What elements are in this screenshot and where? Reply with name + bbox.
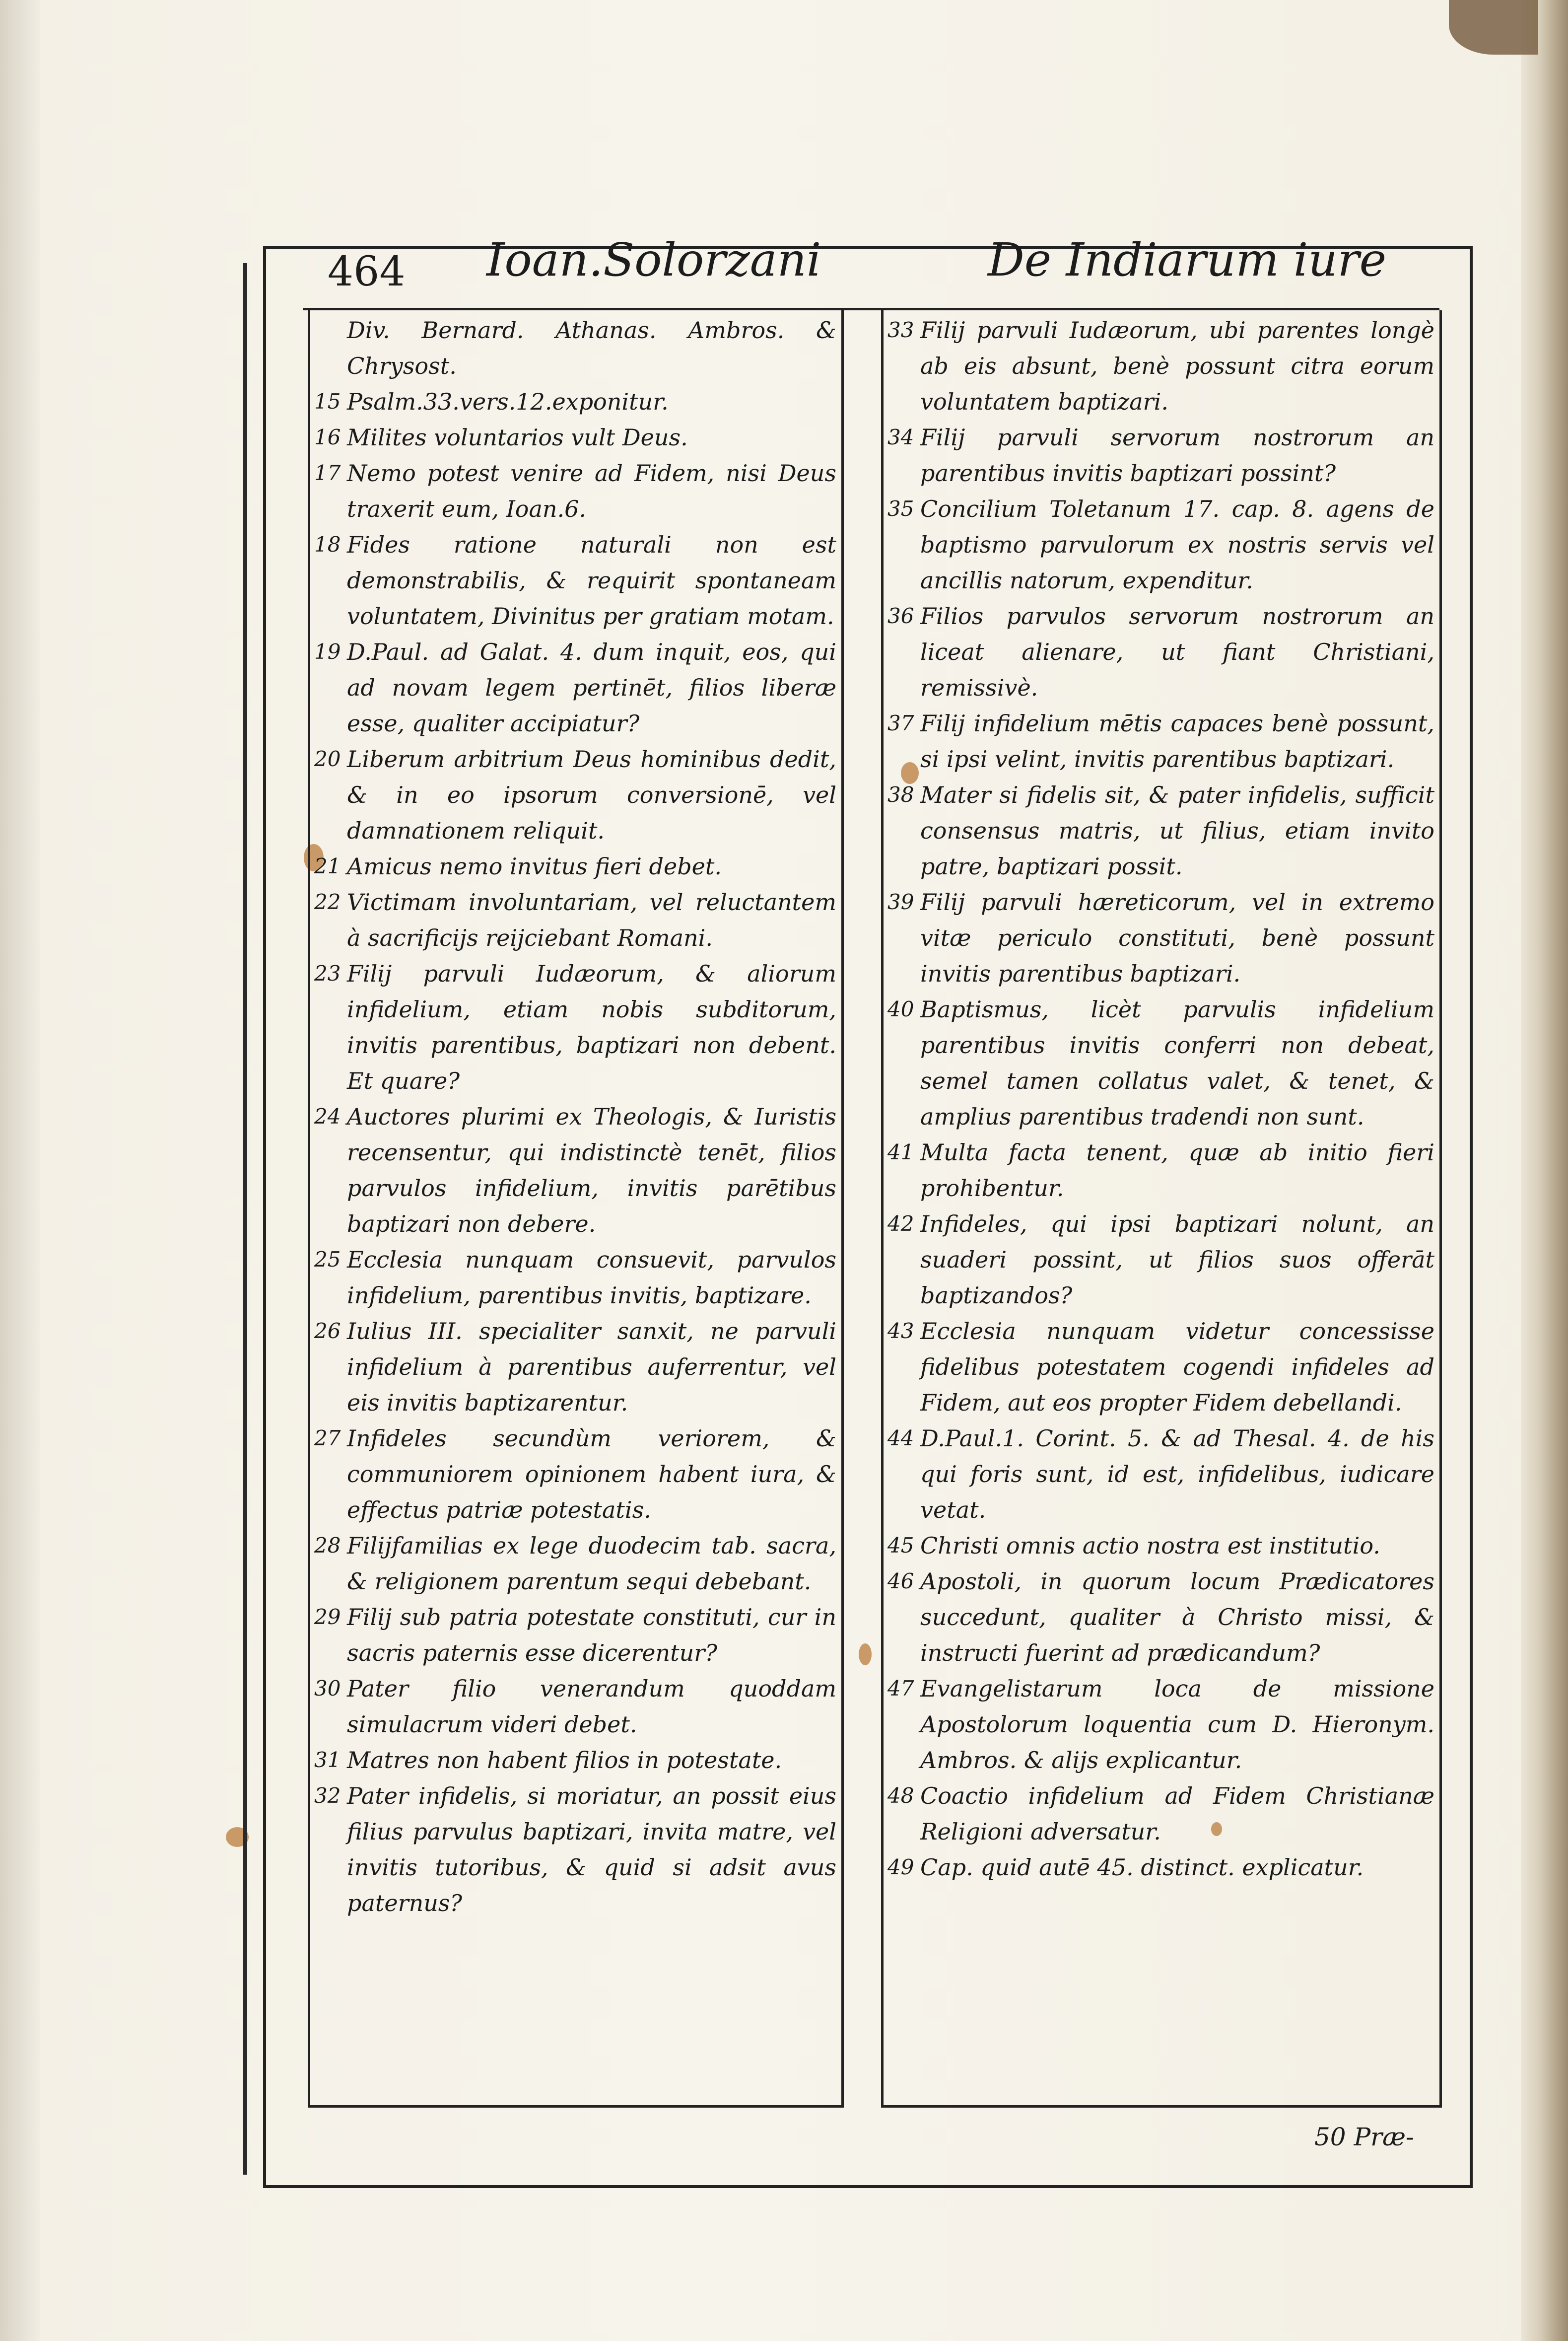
summary-entry <box>310 956 841 1099</box>
entry-text: Filij infidelium mētis capaces benè possunt, si ipsi velint, invitis parentibus baptizari. <box>920 710 1434 773</box>
summary-entry <box>884 598 1439 706</box>
right-column <box>881 310 1442 2108</box>
summary-entry <box>884 1206 1439 1313</box>
summary-entry <box>310 741 841 849</box>
entry-text: Auctores plurimi ex Theologis, & Iuristis recensentur, qui indistinctè tenēt, filios parvulos infidelium, invitis parētibus baptizari non debere. <box>347 1103 836 1237</box>
entry-number: 39 <box>887 890 914 914</box>
entry-text: Nemo potest venire ad Fidem, nisi Deus traxerit eum, Ioan.6. <box>347 460 836 522</box>
entry-text: Apostoli, in quorum locum Prædicatores succedunt, qualiter à Christo missi, & instructi fuerint ad prædicandum? <box>920 1568 1434 1666</box>
summary-entry <box>310 312 841 384</box>
entry-number: 24 <box>314 1104 341 1129</box>
entry-text: D.Paul.1. Corint. 5. & ad Thesal. 4. de his qui foris sunt, id est, infidelibus, iudicare vetat. <box>920 1425 1434 1523</box>
entry-text: Amicus nemo invitus fieri debet. <box>347 853 722 880</box>
summary-entry <box>884 884 1439 992</box>
entry-number: 40 <box>887 997 914 1021</box>
entry-number: 49 <box>887 1855 914 1879</box>
entry-text: Cap. quid autē 45. distinct. explicatur. <box>920 1854 1364 1881</box>
entry-text: Filios parvulos servorum nostrorum an liceat alienare, ut fiant Christiani, remissivè. <box>920 603 1434 701</box>
page-edge <box>1521 0 1568 2341</box>
entry-number: 27 <box>314 1426 341 1450</box>
left-column <box>308 310 844 2108</box>
entry-text: Victimam involuntariam, vel reluctantem à sacrificijs reijciebant Romani. <box>347 889 836 951</box>
left-entry-list <box>310 310 841 1921</box>
entry-text: Iulius III. specialiter sanxit, ne parvuli infidelium à parentibus auferrentur, vel eis invitis baptizarentur. <box>347 1318 836 1416</box>
summary-entry <box>884 777 1439 884</box>
entry-number: 28 <box>314 1533 341 1558</box>
entry-number: 33 <box>887 318 914 342</box>
summary-entry <box>310 634 841 741</box>
entry-text: Filij parvuli hæreticorum, vel in extremo vitæ periculo constituti, benè possunt invitis parentibus baptizari. <box>920 889 1434 987</box>
entry-text: Christi omnis actio nostra est institutio. <box>920 1532 1380 1559</box>
entry-number: 43 <box>887 1319 914 1343</box>
summary-entry <box>884 992 1439 1135</box>
summary-entry <box>310 1599 841 1671</box>
entry-text: Filij parvuli servorum nostrorum an parentibus invitis baptizari possint? <box>920 424 1434 487</box>
entry-number: 47 <box>887 1676 914 1701</box>
summary-entry <box>884 1849 1439 1885</box>
entry-text: Div. Bernard. Athanas. Ambros. & Chrysost. <box>347 317 836 379</box>
entry-text: Concilium Toletanum 17. cap. 8. agens de baptismo parvulorum ex nostris servis vel ancillis natorum, expenditur. <box>920 496 1434 594</box>
frame-rule <box>243 263 247 2175</box>
entry-text: Filijfamilias ex lege duodecim tab. sacra, & religionem parentum sequi debebant. <box>347 1532 836 1595</box>
catchword: 50 Præ- <box>1314 2123 1414 2151</box>
summary-entry <box>310 455 841 527</box>
entry-number: 15 <box>314 389 341 414</box>
entry-number: 18 <box>314 532 341 557</box>
entry-text: Infideles, qui ipsi baptizari nolunt, an suaderi possint, ut filios suos offerāt baptizandos? <box>920 1210 1434 1309</box>
entry-number: 46 <box>887 1569 914 1593</box>
entry-text: Ecclesia nunquam consuevit, parvulos infidelium, parentibus invitis, baptizare. <box>347 1246 836 1309</box>
summary-entry <box>310 420 841 455</box>
entry-number: 21 <box>314 854 341 878</box>
entry-number: 31 <box>314 1748 341 1772</box>
entry-number: 20 <box>314 747 341 771</box>
entry-number: 48 <box>887 1783 914 1808</box>
entry-number: 23 <box>314 961 341 986</box>
entry-number: 42 <box>887 1211 914 1236</box>
entry-number: 35 <box>887 497 914 521</box>
summary-entry <box>884 491 1439 598</box>
summary-entry <box>310 884 841 956</box>
summary-entry <box>310 1313 841 1420</box>
binding-shadow <box>0 0 40 2341</box>
entry-text: Evangelistarum loca de missione Apostolorum loquentia cum D. Hieronym. Ambros. & alijs explicantur. <box>920 1675 1434 1773</box>
entry-number: 34 <box>887 425 914 449</box>
entry-text: Psalm.33.vers.12.exponitur. <box>347 388 669 415</box>
summary-entry <box>310 849 841 884</box>
running-head-title: De Indiarum iure <box>988 233 1387 286</box>
entry-text: Baptismus, licèt parvulis infidelium parentibus invitis conferri non debeat, semel tamen collatus valet, & tenet, & amplius parentibus tradendi non sunt. <box>920 996 1434 1130</box>
entry-number: 16 <box>314 425 341 449</box>
summary-entry <box>884 706 1439 777</box>
summary-entry <box>310 1528 841 1599</box>
running-head-author: Ioan.Solorzani <box>486 233 821 286</box>
summary-entry <box>310 384 841 420</box>
summary-entry <box>310 1242 841 1313</box>
entry-text: Fides ratione naturali non est demonstrabilis, & requirit spontaneam voluntatem, Divinitus per gratiam motam. <box>347 531 836 630</box>
summary-entry <box>310 1671 841 1742</box>
summary-entry <box>310 1742 841 1778</box>
entry-number: 22 <box>314 890 341 914</box>
entry-number: 38 <box>887 782 914 807</box>
entry-number: 26 <box>314 1319 341 1343</box>
entry-text: Infideles secundùm veriorem, & communiorem opinionem habent iura, & effectus patriæ potestatis. <box>347 1425 836 1523</box>
summary-entry <box>884 1528 1439 1563</box>
page-number: 464 <box>328 248 406 295</box>
summary-entry <box>884 420 1439 491</box>
summary-entry <box>884 1313 1439 1420</box>
summary-entry <box>310 1420 841 1528</box>
entry-text: Coactio infidelium ad Fidem Christianæ Religioni adversatur. <box>920 1782 1434 1845</box>
summary-entry <box>884 1778 1439 1849</box>
entry-text: Pater infidelis, si moriatur, an possit eius filius parvulus baptizari, invita matre, vel invitis tutoribus, & quid si adsit avus paternus? <box>347 1782 836 1916</box>
entry-text: Ecclesia nunquam videtur concessisse fidelibus potestatem cogendi infideles ad Fidem, aut eos propter Fidem debellandi. <box>920 1318 1434 1416</box>
summary-entry <box>884 1135 1439 1206</box>
entry-number: 37 <box>887 711 914 735</box>
entry-number: 36 <box>887 604 914 628</box>
entry-number: 41 <box>887 1140 914 1164</box>
summary-entry <box>884 1563 1439 1671</box>
entry-text: Multa facta tenent, quæ ab initio fieri prohibentur. <box>920 1139 1434 1202</box>
summary-entry <box>310 1778 841 1921</box>
entry-text: Mater si fidelis sit, & pater infidelis, sufficit consensus matris, ut filius, etiam invito patre, baptizari possit. <box>920 781 1434 880</box>
entry-number: 45 <box>887 1533 914 1558</box>
entry-number: 32 <box>314 1783 341 1808</box>
entry-number: 29 <box>314 1605 341 1629</box>
entry-number: 30 <box>314 1676 341 1701</box>
entry-number: 19 <box>314 639 341 664</box>
entry-text: Liberum arbitrium Deus hominibus dedit, & in eo ipsorum conversionē, vel damnationem reliquit. <box>347 746 836 844</box>
entry-number: 44 <box>887 1426 914 1450</box>
summary-entry <box>884 1420 1439 1528</box>
entry-text: Filij parvuli Iudæorum, & aliorum infidelium, etiam nobis subditorum, invitis parentibus, baptizari non debent. Et quare? <box>347 960 836 1094</box>
entry-text: Filij parvuli Iudæorum, ubi parentes longè ab eis absunt, benè possunt citra eorum voluntatem baptizari. <box>920 317 1434 415</box>
summary-entry <box>310 527 841 634</box>
summary-entry <box>884 1671 1439 1778</box>
summary-entry <box>310 1099 841 1242</box>
entry-text: Pater filio venerandum quoddam simulacrum videri debet. <box>347 1675 836 1738</box>
entry-text: Milites voluntarios vult Deus. <box>347 424 688 451</box>
entry-number: 25 <box>314 1247 341 1272</box>
entry-text: Matres non habent filios in potestate. <box>347 1747 782 1773</box>
right-entry-list <box>884 310 1439 1885</box>
summary-entry <box>884 312 1439 420</box>
corner-damage <box>1449 0 1538 55</box>
entry-text: Filij sub patria potestate constituti, cur in sacris paternis esse dicerentur? <box>347 1604 836 1666</box>
entry-number: 17 <box>314 461 341 485</box>
entry-text: D.Paul. ad Galat. 4. dum inquit, eos, qui ad novam legem pertinēt, filios liberæ esse, qualiter accipiatur? <box>347 638 836 737</box>
